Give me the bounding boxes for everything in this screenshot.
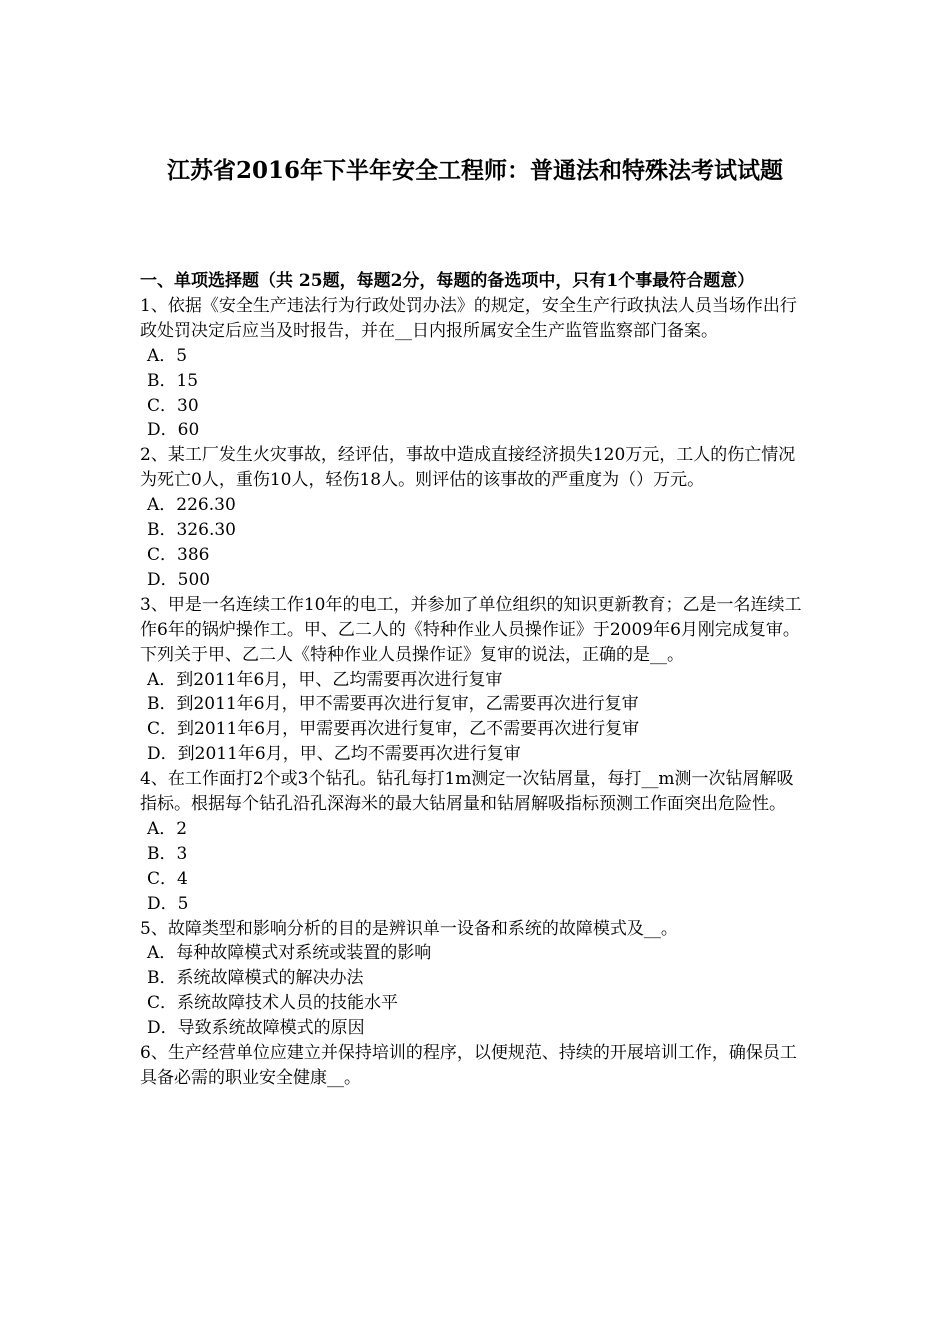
question-5-option-d: D．导致系统故障模式的原因 (147, 1018, 365, 1039)
question-5-option-c: C．系统故障技术人员的技能水平 (147, 993, 399, 1014)
question-1-option-d: D．60 (147, 420, 200, 441)
question-4-text: 4、在工作面打2个或3个钻孔。钻孔每打1m测定一次钻屑量，每打__m测一次钻屑解吸指标。根据每个钻孔沿孔深海米的最大钻屑量和钻屑解吸指标预测工作面突出危险性。 (140, 769, 794, 815)
question-3-option-a: A．到2011年6月，甲、乙均需要再次进行复审 (147, 669, 503, 690)
question-2-option-c: C．386 (147, 544, 210, 565)
question-2-option-b: B．326.30 (147, 520, 236, 541)
question-3-option-d: D．到2011年6月，甲、乙均不需要再次进行复审 (147, 744, 521, 765)
question-3-text: 3、甲是一名连续工作10年的电工，并参加了单位组织的知识更新教育；乙是一名连续工作6年的锅炉操作工。甲、乙二人的《特种作业人员操作证》于2009年6月刚完成复审。下列关于甲、乙二人《特种作业人员操作证》复审的说法，正确的是__。 (140, 594, 802, 665)
question-4-option-d: D．5 (147, 893, 189, 914)
question-5-text: 5、故障类型和影响分析的目的是辨识单一设备和系统的故障模式及__。 (140, 918, 678, 939)
question-2-text: 2、某工厂发生火灾事故，经评估，事故中造成直接经济损失120万元，工人的伤亡情况为死亡0人，重伤10人，轻伤18人。则评估的该事故的严重度为（）万元。 (140, 445, 796, 491)
question-1-option-c: C．30 (147, 395, 199, 416)
question-1-text: 1、依据《安全生产违法行为行政处罚办法》的规定，安全生产行政执法人员当场作出行政处罚决定后应当及时报告，并在__日内报所属安全生产监管监察部门备案。 (140, 295, 797, 341)
question-6-text: 6、生产经营单位应建立并保持培训的程序，以便规范、持续的开展培训工作，确保员工具备必需的职业安全健康__。 (140, 1043, 797, 1088)
question-4-option-a: A．2 (147, 818, 188, 839)
question-5-option-a: A．每种故障模式对系统或装置的影响 (147, 943, 432, 964)
question-3-option-c: C．到2011年6月，甲需要再次进行复审，乙不需要再次进行复审 (147, 719, 640, 740)
question-3-option-b: B．到2011年6月，甲不需要再次进行复审，乙需要再次进行复审 (147, 694, 639, 715)
document-title: 江苏省2016年下半年安全工程师：普通法和特殊法考试试题 (166, 157, 783, 184)
document-body (140, 269, 810, 1091)
question-4-option-b: B．3 (147, 843, 188, 864)
question-2-option-d: D．500 (147, 569, 211, 590)
question-4-option-c: C．4 (147, 868, 188, 889)
question-1-option-b: B．15 (147, 370, 199, 391)
question-1-option-a: A．5 (147, 345, 188, 366)
question-2-option-a: A．226.30 (147, 495, 236, 516)
question-5-option-b: B．系统故障模式的解决办法 (147, 968, 364, 989)
section-heading: 一、单项选择题（共 25题，每题2分，每题的备选项中，只有1个事最符合题意） (140, 271, 755, 291)
